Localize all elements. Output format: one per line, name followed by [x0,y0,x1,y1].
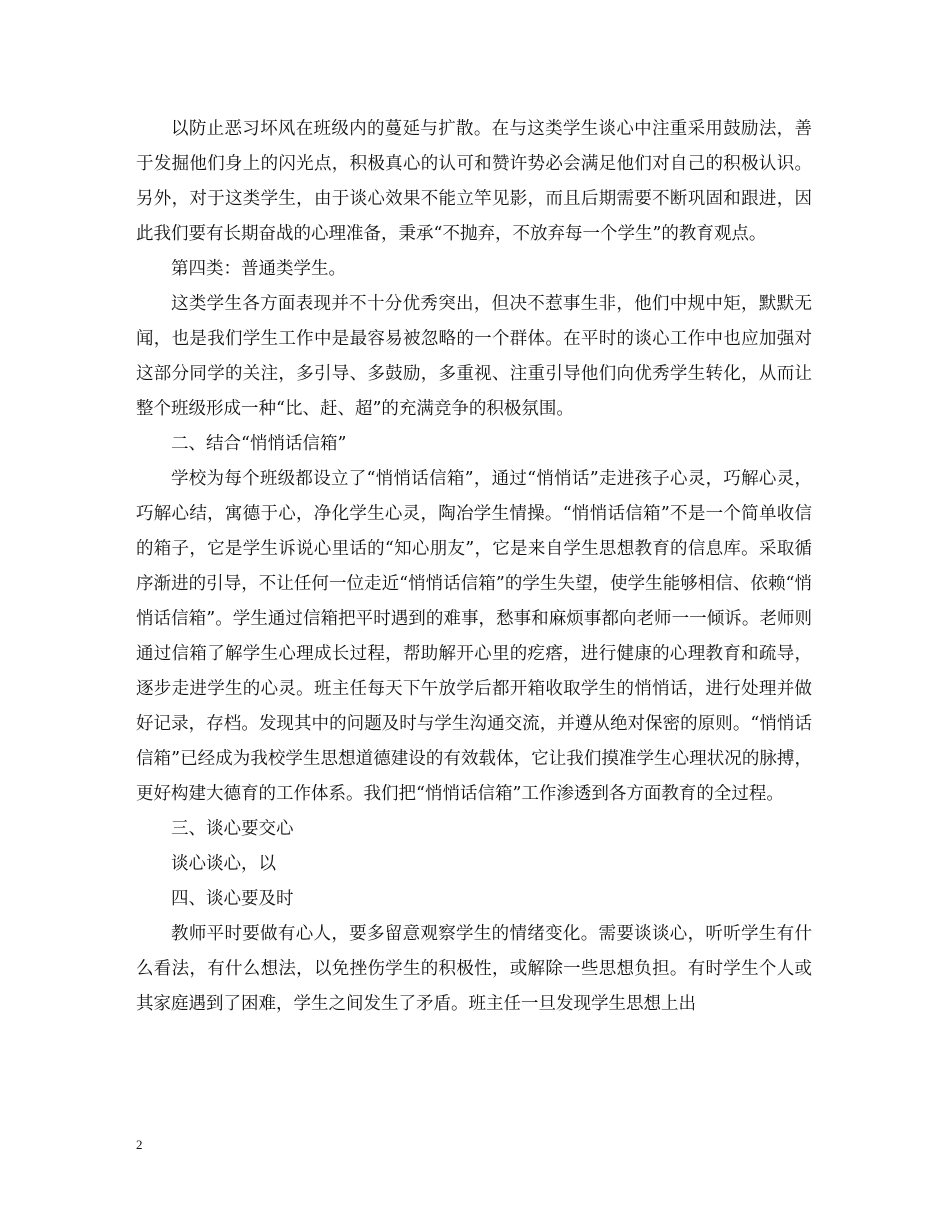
section-heading-mailbox: 二、结合“悄悄话信箱” [171,434,347,454]
paragraph-mailbox: 学校为每个班级都设立了“悄悄话信箱”，通过“悄悄话”走进孩子心灵，巧解心灵，巧解心结，寓德于心，净化学生心灵，陶冶学生情操。“悄悄话信箱”不是一个简单收信的箱子，它是学生诉说心里话的“知心朋友”，它是来自学生思想教育的信息库。采取循序渐进的引导，不让任何一位走近“悄悄话信箱”的学生失望，使学生能够相信、依赖“悄悄话信箱”。学生通过信箱把平时遇到的难事，愁事和麻烦事都向老师一一倾诉。老师则通过信箱了解学生心理成长过程，帮助解开心里的疙瘩，进行健康的心理教育和疏导，逐步走进学生的心灵。班主任每天下午放学后都开箱收取学生的悄悄话，进行处理并做好记录，存档。发现其中的问题及时与学生沟通交流，并遵从绝对保密的原则。“悄悄话信箱”已经成为我校学生思想道德建设的有效载体，它让我们摸准学生心理状况的脉搏，更好构建大德育的工作体系。我们把“悄悄话信箱”工作渗透到各方面教育的全过程。 [136,469,812,804]
page-number: 2 [136,1137,143,1152]
paragraph-timely: 教师平时要做有心人，要多留意观察学生的情绪变化。需要谈谈心，听听学生有什么看法，有什么想法，以免挫伤学生的积极性，或解除一些思想负担。有时学生个人或其家庭遇到了困难，学生之间发生了矛盾。班主任一旦发现学生思想上出 [136,924,812,1014]
paragraph-ordinary-students: 这类学生各方面表现并不十分优秀突出，但决不惹事生非，他们中规中矩，默默无闻，也是我们学生工作中是最容易被忽略的一个群体。在平时的谈心工作中也应加强对这部分同学的关注，多引导、多鼓励，多重视、注重引导他们向优秀学生转化，从而让整个班级形成一种“比、赶、超”的充满竞争的积极氛围。 [136,294,812,419]
paragraph-heart-to-heart: 谈心谈心，以 [171,854,276,874]
paragraph-continuation: 以防止恶习坏风在班级内的蔓延与扩散。在与这类学生谈心中注重采用鼓励法，善于发掘他们身上的闪光点，积极真心的认可和赞许势必会满足他们对自己的积极认识。另外，对于这类学生，由于谈心效果不能立竿见影，而且后期需要不断巩固和跟进，因此我们要有长期奋战的心理准备，秉承“不抛弃，不放弃每一个学生”的教育观点。 [136,119,812,244]
section-heading-heart-to-heart: 三、谈心要交心 [171,819,294,839]
document-body [136,112,812,1022]
paragraph-category-four-heading: 第四类：普通类学生。 [171,259,346,279]
section-heading-timely: 四、谈心要及时 [171,889,294,909]
